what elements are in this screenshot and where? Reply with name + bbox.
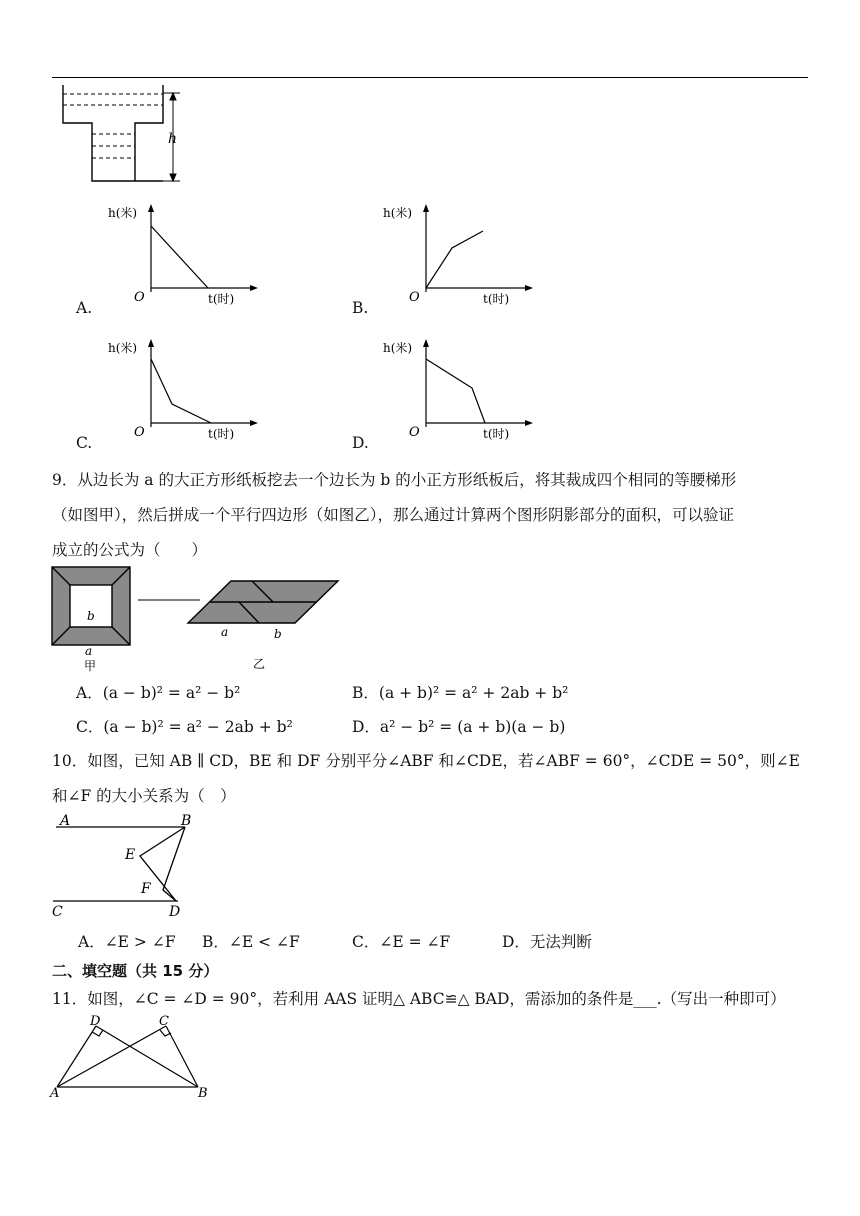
q9-line3: 成立的公式为（ ） xyxy=(52,541,208,559)
option-c-label: C. xyxy=(76,434,93,452)
graph-d xyxy=(375,335,545,445)
q9-option-d: D．a² − b² = (a + b)(a − b) xyxy=(352,718,566,736)
q10-line1: 10．如图，已知 AB ∥ CD，BE 和 DF 分别平分∠ABF 和∠CDE，若∠ABF = 60°，∠CDE = 50°，则∠E xyxy=(52,752,800,770)
q10-option-d: D．无法判断 xyxy=(502,933,592,951)
para-b-label: b xyxy=(274,627,282,641)
q9-option-b: B．(a + b)² = a² + 2ab + b² xyxy=(352,684,569,702)
tank-figure xyxy=(55,85,195,185)
y-axis-label-b: h(米) xyxy=(383,206,413,220)
height-label: h xyxy=(168,131,178,147)
q10-figure xyxy=(48,808,208,920)
x-axis-label-b: t(时) xyxy=(483,292,510,306)
q11-point-b: B xyxy=(198,1086,208,1100)
option-a-label: A. xyxy=(76,299,93,317)
para-a-label: a xyxy=(221,625,229,639)
option-d-label: D. xyxy=(352,434,369,452)
x-axis-label-c: t(时) xyxy=(208,427,235,441)
point-d: D xyxy=(169,904,181,920)
section-title: 二、填空题（共 15 分） xyxy=(52,962,219,980)
q11-point-d: D xyxy=(90,1015,101,1029)
origin-label-c: O xyxy=(134,425,145,440)
y-axis-label-c: h(米) xyxy=(108,341,138,355)
q10-option-c: C．∠E = ∠F xyxy=(352,933,451,951)
q11-point-c: C xyxy=(159,1015,169,1029)
q11-figure xyxy=(48,1015,218,1100)
q11-point-a: A xyxy=(50,1086,60,1100)
x-axis-label-d: t(时) xyxy=(483,427,510,441)
point-a: A xyxy=(60,813,71,829)
q9-line1: 9．从边长为 a 的大正方形纸板挖去一个边长为 b 的小正方形纸板后，将其裁成四个相同的等腰梯形 xyxy=(52,471,737,489)
top-rule xyxy=(52,77,808,78)
jia-label: 甲 xyxy=(84,659,97,673)
q9-line2: （如图甲），然后拼成一个平行四边形（如图乙），那么通过计算两个图形阴影部分的面积，可以验证 xyxy=(52,506,735,524)
point-f: F xyxy=(141,881,151,897)
inner-b-label: b xyxy=(87,609,95,623)
point-b: B xyxy=(181,813,192,829)
option-b-label: B. xyxy=(352,299,369,317)
origin-label-a: O xyxy=(134,290,145,305)
q10-line2: 和∠F 的大小关系为（ ） xyxy=(52,787,236,805)
q11-text: 11．如图，∠C = ∠D = 90°，若利用 AAS 证明△ ABC≌△ BAD，需添加的条件是___.（写出一种即可） xyxy=(52,990,786,1008)
q9-option-c: C．(a − b)² = a² − 2ab + b² xyxy=(76,718,293,736)
q9-square-figure xyxy=(50,565,202,673)
y-axis-label-a: h(米) xyxy=(108,206,138,220)
graph-c xyxy=(100,335,270,445)
graph-b xyxy=(375,200,545,310)
origin-label-b: O xyxy=(409,290,420,305)
x-axis-label-a: t(时) xyxy=(208,292,235,306)
q9-option-a: A．(a − b)² = a² − b² xyxy=(76,684,241,702)
graph-a xyxy=(100,200,270,310)
q10-option-b: B．∠E < ∠F xyxy=(202,933,300,951)
y-axis-label-d: h(米) xyxy=(383,341,413,355)
origin-label-d: O xyxy=(409,425,420,440)
q10-option-a: A．∠E > ∠F xyxy=(78,933,176,951)
q9-parallelogram-figure xyxy=(185,578,345,676)
point-e: E xyxy=(125,847,136,863)
point-c: C xyxy=(52,904,63,920)
yi-label: 乙 xyxy=(253,657,266,671)
side-a-label: a xyxy=(85,644,93,658)
